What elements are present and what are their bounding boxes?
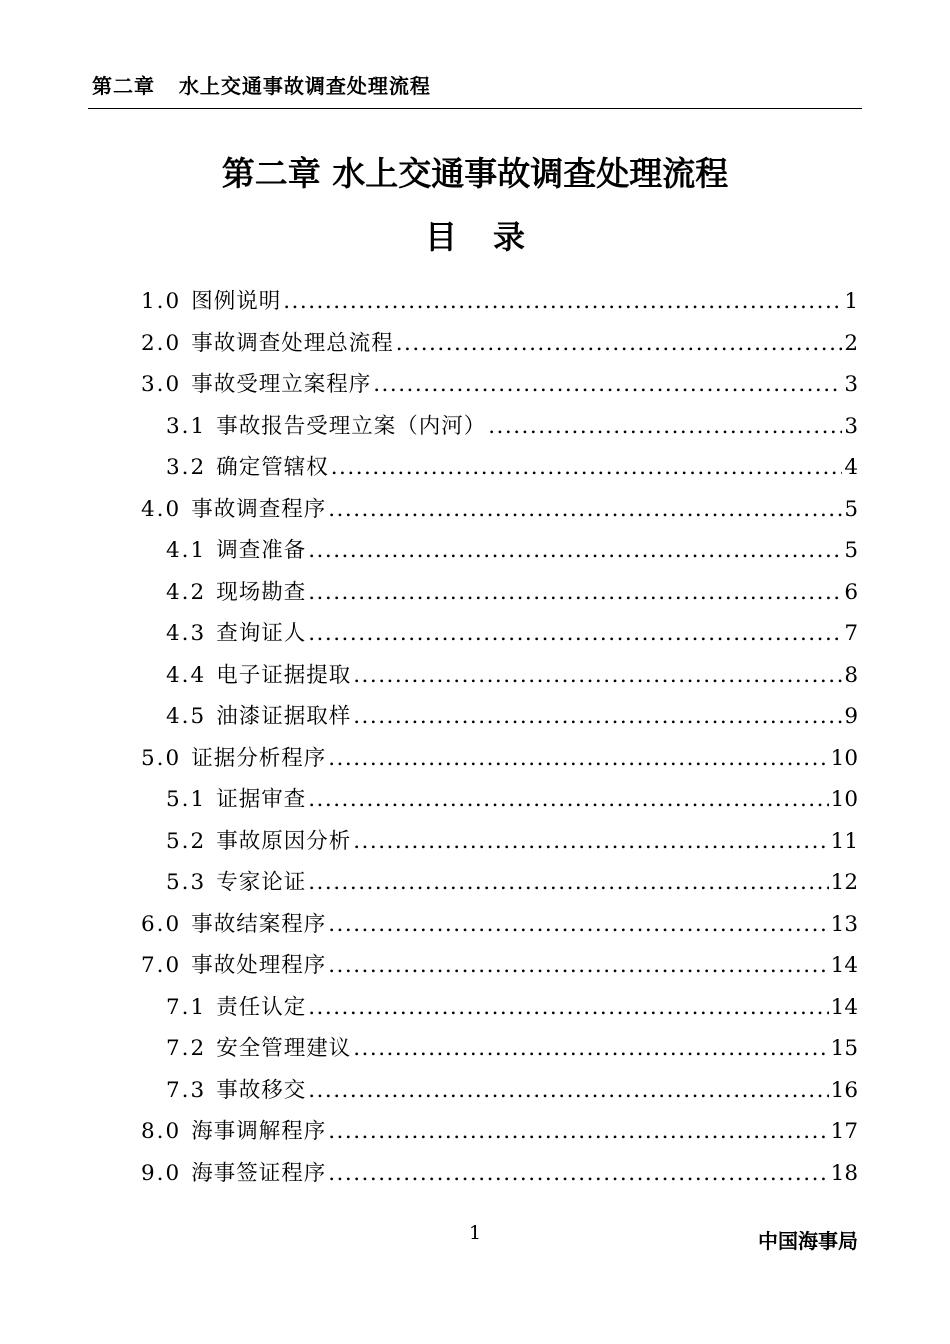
toc-dot-leader: [308, 538, 842, 563]
publisher-name: 中国海事局: [758, 1229, 858, 1253]
toc-entry-page: 18: [830, 1160, 858, 1186]
toc-entry-number: 2.0: [141, 330, 182, 356]
toc-entry-number: 9.0: [141, 1160, 182, 1186]
toc-entry-page: 5: [844, 496, 858, 522]
toc-entry[interactable]: [141, 326, 858, 368]
toc-dot-leader: [353, 663, 842, 688]
toc-entry[interactable]: [166, 824, 858, 866]
toc-entry-label: 安全管理建议: [216, 1036, 352, 1061]
toc-entry[interactable]: [141, 492, 858, 534]
toc-dot-leader: [328, 953, 828, 978]
toc-entry-label: 电子证据提取: [216, 662, 352, 688]
toc-entry-label: 海事签证程序: [191, 1160, 327, 1186]
toc-entry-label: 确定管辖权: [216, 455, 329, 480]
toc-entry-page: 5: [844, 538, 858, 563]
toc-entry-number: 4.3: [166, 621, 207, 646]
toc-entry-number: 3.0: [141, 372, 182, 397]
toc-entry[interactable]: [141, 907, 858, 949]
toc-entry-label: 现场勘查: [216, 579, 307, 605]
toc-entry-number: 6.0: [141, 911, 182, 937]
toc-entry[interactable]: [141, 284, 858, 326]
toc-entry[interactable]: [141, 367, 858, 409]
toc-dot-leader: [308, 1078, 828, 1103]
toc-entry-page: 4: [844, 455, 858, 480]
toc-entry-page: 17: [830, 1119, 858, 1144]
toc-entry-page: 12: [830, 870, 858, 895]
toc-entry-page: 6: [844, 579, 858, 605]
running-header: 第二章 水上交通事故调查处理流程: [92, 74, 431, 98]
toc-entry-number: 3.1: [166, 413, 207, 439]
toc-entry-label: 事故移交: [216, 1077, 307, 1103]
toc-entry-number: 4.0: [141, 496, 182, 522]
toc-entry-label: 图例说明: [191, 289, 282, 314]
toc-entry[interactable]: [166, 409, 858, 451]
toc-entry[interactable]: [166, 616, 858, 658]
toc-entry-label: 事故结案程序: [191, 911, 327, 937]
toc-entry[interactable]: [141, 948, 858, 990]
toc-entry-page: 15: [830, 1036, 858, 1061]
toc-entry-number: 5.2: [166, 828, 207, 854]
toc-entry-label: 事故处理程序: [191, 953, 327, 978]
toc-entry-number: 4.5: [166, 704, 207, 729]
toc-entry[interactable]: [166, 865, 858, 907]
toc-entry-page: 2: [844, 330, 858, 356]
toc-entry-number: 4.4: [166, 662, 207, 688]
toc-entry-number: 4.2: [166, 579, 207, 605]
toc-entry-page: 8: [844, 662, 858, 688]
toc-entry-label: 调查准备: [216, 538, 307, 563]
toc-dot-leader: [353, 1036, 828, 1061]
header-divider: [88, 108, 862, 109]
toc-entry-label: 事故受理立案程序: [191, 372, 372, 397]
toc-dot-leader: [353, 829, 828, 854]
toc-entry-label: 证据分析程序: [191, 745, 327, 771]
toc-entry-number: 5.1: [166, 787, 207, 812]
toc-entry[interactable]: [166, 990, 858, 1032]
toc-dot-leader: [328, 1119, 828, 1144]
toc-entry-page: 3: [844, 372, 858, 397]
page-number: 1: [468, 1222, 482, 1244]
toc-entry-label: 查询证人: [216, 621, 307, 646]
toc-entry-page: 11: [830, 828, 858, 854]
toc-entry-number: 5.0: [141, 745, 182, 771]
toc-entry-page: 13: [830, 911, 858, 937]
toc-entry-number: 8.0: [141, 1119, 182, 1144]
toc-dot-leader: [328, 497, 842, 522]
toc-dot-leader: [328, 1161, 828, 1186]
toc-entry-label: 事故原因分析: [216, 828, 352, 854]
toc-entry-page: 14: [830, 994, 858, 1020]
toc-entry[interactable]: [166, 575, 858, 617]
toc-entry-number: 7.2: [166, 1036, 207, 1061]
toc-entry-page: 1: [844, 289, 858, 314]
toc-entry-page: 10: [830, 787, 858, 812]
toc-entry-page: 3: [844, 413, 858, 439]
toc-dot-leader: [308, 787, 828, 812]
toc-entry-number: 7.3: [166, 1077, 207, 1103]
toc-dot-leader: [331, 455, 843, 480]
toc-entry-number: 4.1: [166, 538, 207, 563]
toc-dot-leader: [328, 912, 828, 937]
toc-entry-label: 责任认定: [216, 994, 307, 1020]
toc-entry-page: 14: [830, 953, 858, 978]
toc-entry-page: 10: [830, 745, 858, 771]
toc-entry[interactable]: [141, 1156, 858, 1198]
toc-entry-number: 1.0: [141, 289, 182, 314]
toc-entry[interactable]: [166, 782, 858, 824]
toc-dot-leader: [283, 289, 842, 314]
toc-entry-label: 事故调查程序: [191, 496, 327, 522]
toc-dot-leader: [328, 746, 828, 771]
toc-entry-number: 3.2: [166, 455, 207, 480]
toc-dot-leader: [373, 372, 842, 397]
toc-entry[interactable]: [141, 1114, 858, 1156]
toc-entry[interactable]: [166, 533, 858, 575]
toc-entry-number: 7.0: [141, 953, 182, 978]
toc-entry[interactable]: [166, 1073, 858, 1115]
toc-dot-leader: [308, 995, 828, 1020]
toc-entry[interactable]: [166, 1031, 858, 1073]
toc-entry-label: 事故调查处理总流程: [191, 330, 394, 356]
toc-entry-label: 事故报告受理立案（内河）: [216, 413, 487, 439]
toc-entry[interactable]: [166, 699, 858, 741]
toc-entry[interactable]: [166, 658, 858, 700]
page-title: 第二章 水上交通事故调查处理流程: [221, 154, 729, 193]
toc-entry-page: 7: [844, 621, 858, 646]
toc-entry-page: 16: [830, 1077, 858, 1103]
toc-dot-leader: [308, 621, 842, 646]
toc-heading: 目录: [424, 218, 561, 256]
toc-entry-number: 7.1: [166, 994, 207, 1020]
toc-dot-leader: [353, 704, 842, 729]
toc-dot-leader: [488, 414, 842, 439]
toc-dot-leader: [396, 331, 843, 356]
toc-entry-label: 海事调解程序: [191, 1119, 327, 1144]
toc-entry-label: 证据审查: [216, 787, 307, 812]
toc-dot-leader: [308, 870, 828, 895]
toc-entry-page: 9: [844, 704, 858, 729]
toc-entry-label: 专家论证: [216, 870, 307, 895]
toc-entry[interactable]: [166, 450, 858, 492]
toc-entry[interactable]: [141, 741, 858, 783]
toc-dot-leader: [308, 580, 842, 605]
toc-entry-label: 油漆证据取样: [216, 704, 352, 729]
toc-entry-number: 5.3: [166, 870, 207, 895]
